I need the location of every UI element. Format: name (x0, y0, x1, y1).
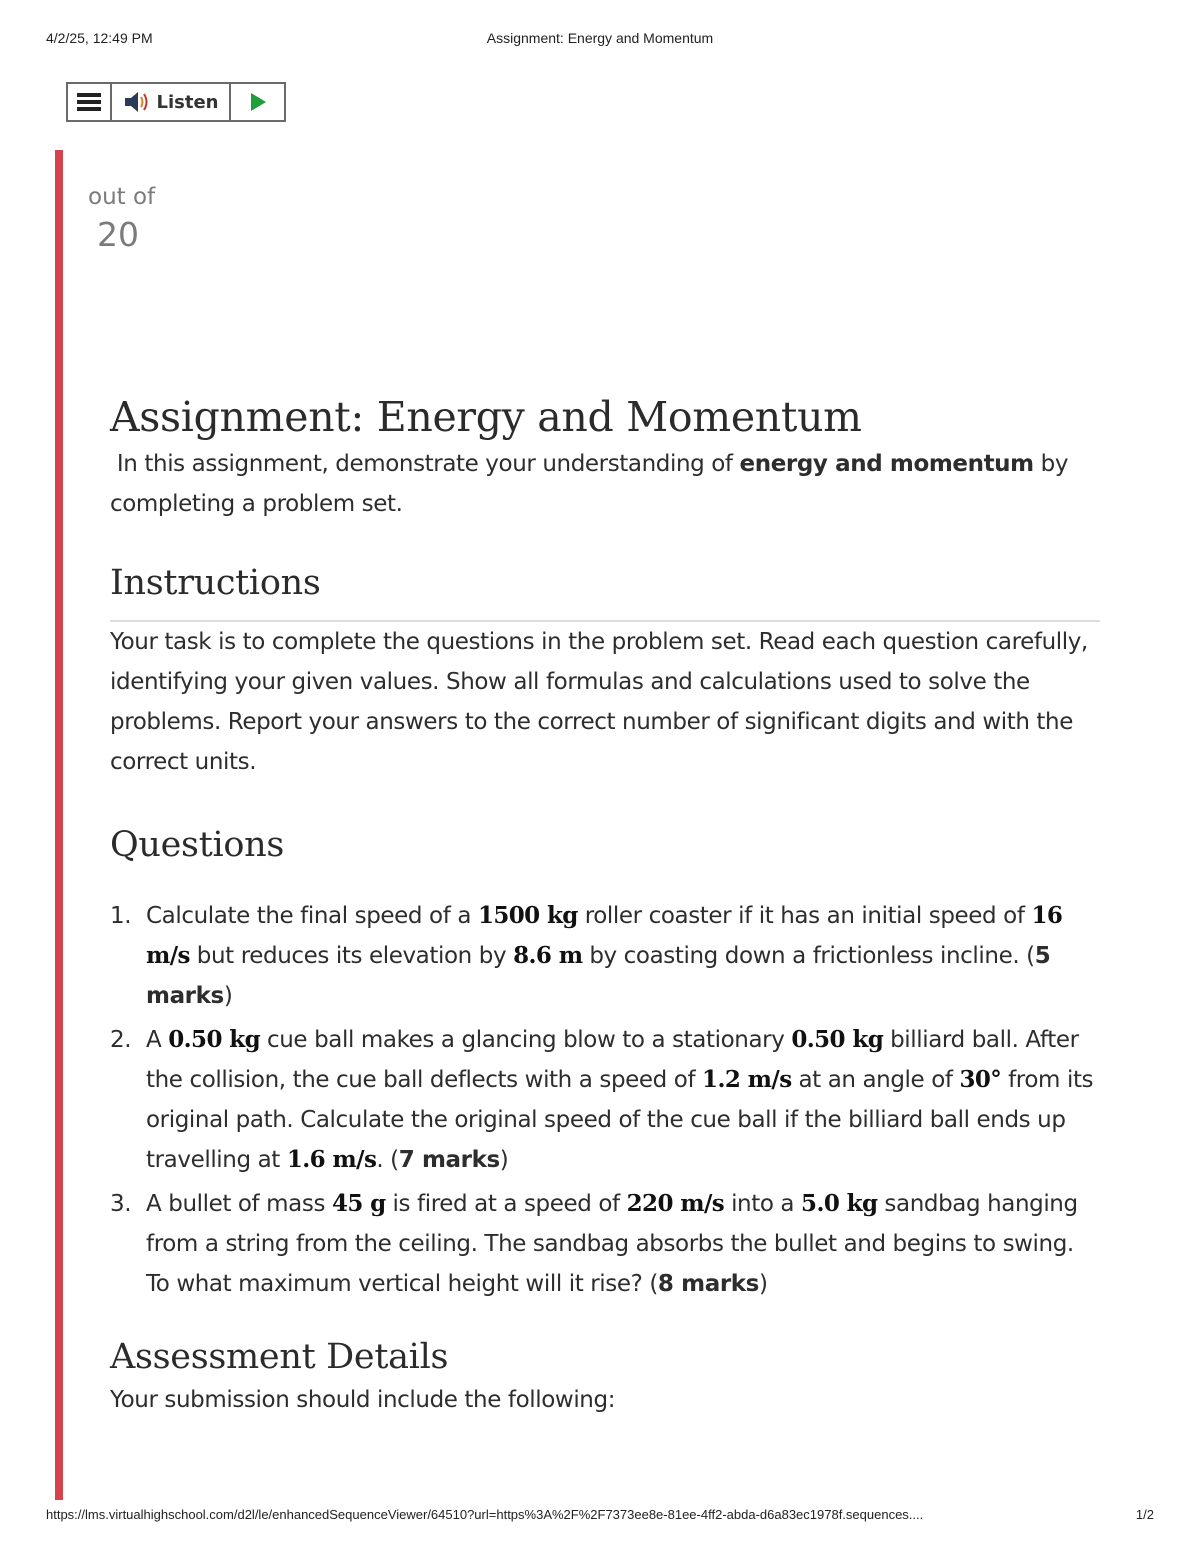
menu-icon (77, 92, 101, 112)
question-item: 3. A bullet of mass 45 g is fired at a speed of 220 m/s into a 5.0 kg sandbag hanging from a string from the ceiling. The sandbag absorbs the bullet and begins to swing. To what maximum vertical height will it rise? (8 marks) (110, 1184, 1100, 1304)
print-footer (46, 1507, 1154, 1525)
math-value: 1500 kg (477, 902, 578, 929)
print-page-title: Assignment: Energy and Momentum (486, 30, 714, 46)
intro-text-after: by completing a problem set. (110, 451, 1069, 517)
listen-button[interactable] (112, 84, 231, 120)
speaker-icon (123, 91, 151, 113)
math-value: 8.6 m (513, 942, 583, 969)
listen-label: Listen (156, 91, 219, 113)
question-number: 1. (110, 903, 132, 929)
score-label: out of (88, 184, 156, 210)
menu-button[interactable] (68, 84, 112, 120)
marks: 8 marks (657, 1271, 759, 1297)
assessment-heading: Assessment Details (110, 1337, 449, 1377)
math-value: 30° (959, 1066, 1002, 1093)
print-page-number: 1/2 (1135, 1507, 1154, 1522)
play-icon (249, 92, 267, 112)
print-timestamp: 4/2/25, 12:49 PM (46, 30, 153, 46)
accent-bar (55, 150, 63, 1500)
math-value: 0.50 kg (791, 1026, 884, 1053)
score-value: 20 (97, 215, 139, 254)
intro-text-before: In this assignment, demonstrate your understanding of (116, 451, 740, 477)
math-value: 5.0 kg (801, 1190, 878, 1217)
math-value: 220 m/s (626, 1190, 725, 1217)
listen-toolbar (66, 82, 286, 122)
print-header (46, 30, 1154, 50)
math-value: 45 g (331, 1190, 386, 1217)
page-title: Assignment: Energy and Momentum (110, 393, 862, 441)
print-url: https://lms.virtualhighschool.com/d2l/le/enhancedSequenceViewer/64510?url=https%3A%2F%2F7373ee8e-81ee-4ff2-abda-d6a83ec1978f.sequences.... (46, 1507, 924, 1522)
question-number: 3. (110, 1191, 132, 1217)
question-item: 2. A 0.50 kg cue ball makes a glancing blow to a stationary 0.50 kg billiard ball. After the collision, the cue ball deflects with a speed of 1.2 m/s at an angle of 30° from its original path. Calculate the original speed of the cue ball if the billiard ball ends up travelling at 1.6 m/s. (7 marks) (110, 1020, 1100, 1180)
question-number: 2. (110, 1027, 132, 1053)
questions-list (110, 896, 1100, 1304)
assessment-text: Your submission should include the following: (110, 1387, 616, 1413)
intro-bold: energy and momentum (739, 451, 1034, 477)
marks: 7 marks (398, 1147, 500, 1173)
question-item: 1. Calculate the final speed of a 1500 kg roller coaster if it has an initial speed of 16 m/s but reduces its elevation by 8.6 m by coasting down a frictionless incline. (5 marks) (110, 896, 1100, 1016)
math-value: 16 m/s (146, 902, 1063, 969)
play-button[interactable] (231, 84, 284, 120)
intro-paragraph (110, 444, 1100, 524)
math-value: 0.50 kg (168, 1026, 261, 1053)
math-value: 1.6 m/s (286, 1146, 377, 1173)
instructions-text: Your task is to complete the questions in the problem set. Read each question carefully, identifying your given values. Show all formulas and calculations used to solve the problems. Report your answers to the correct number of significant digits and with the correct units. (110, 629, 1088, 775)
math-value: 1.2 m/s (702, 1066, 792, 1093)
assignment-content (110, 390, 1100, 1420)
questions-heading: Questions (110, 825, 285, 865)
marks: 5 marks (146, 943, 1051, 1009)
instructions-heading: Instructions (110, 563, 321, 603)
